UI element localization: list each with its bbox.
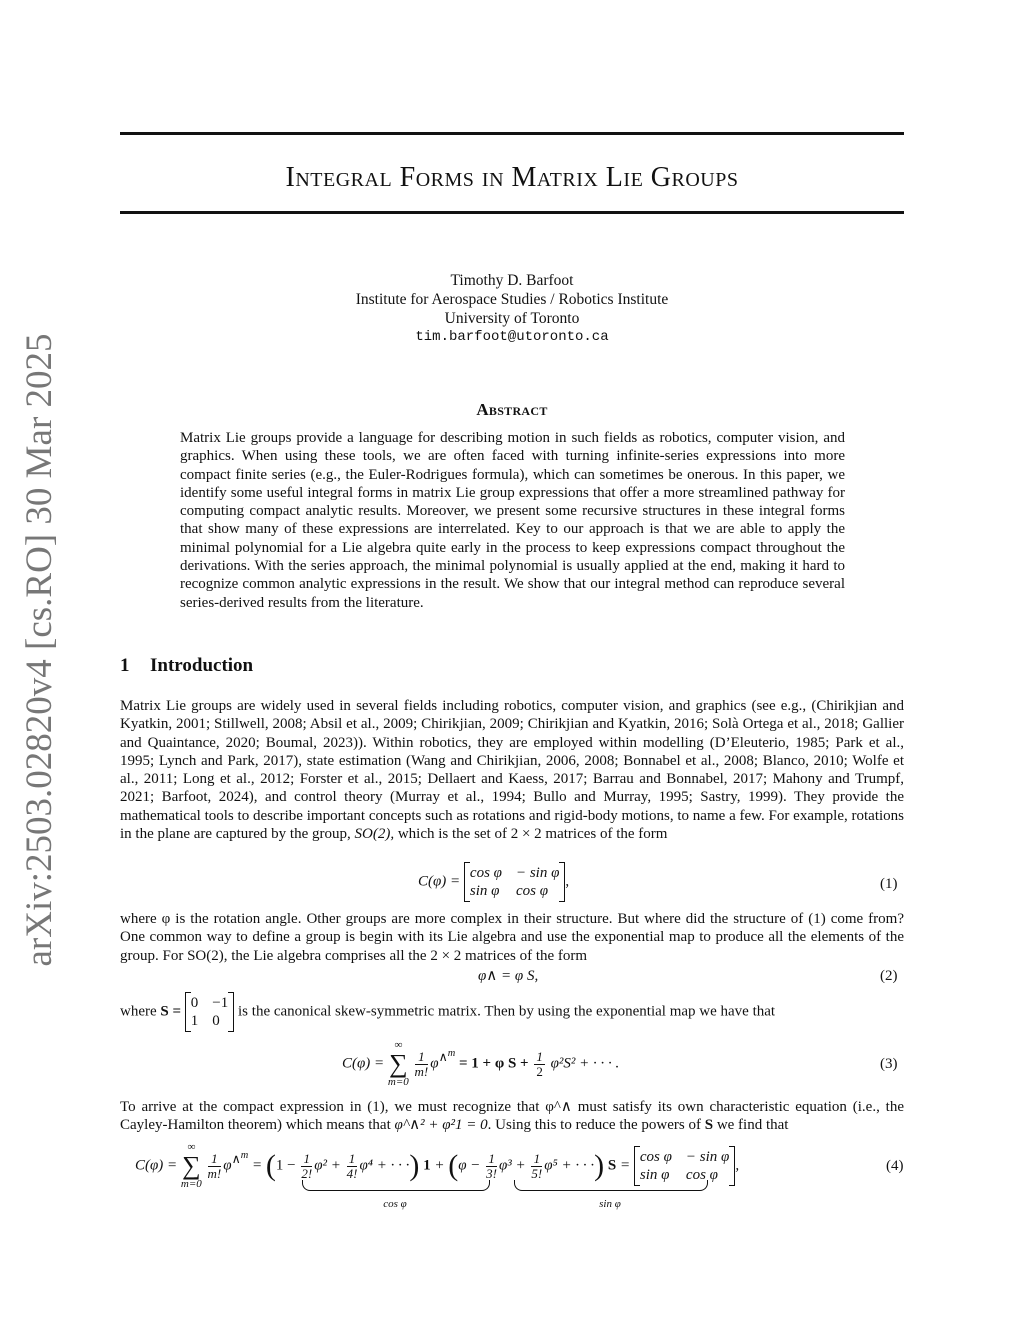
paper-title: Integral Forms in Matrix Lie Groups xyxy=(285,162,739,193)
intro-paragraph-3 xyxy=(120,994,904,1030)
s-m21: 1 xyxy=(190,1013,199,1029)
equation-1: C(φ) = cos φ − sin φ sin φ cos φ , xyxy=(418,865,570,899)
eq4-sum-sign: ∑ xyxy=(182,1151,201,1180)
eq3-tail: φ²S² + · · · . xyxy=(550,1055,620,1072)
equation-2: φ∧ = φ S, xyxy=(478,968,539,984)
s-matrix-lhs: S = xyxy=(160,1003,182,1020)
intro-paragraph-1-text: Matrix Lie groups are widely used in several fields including robotics, computer vision, and graphics (see e.g., (Chirikjian and Kyatkin, 2001; Stillwell, 2008; Absil et al., 2009; Chirikjian, 2009; Chirikjian and Kyatkin, 2016; Solà Ortega et al., 2018; Gallier and Quaintance, 2020; Boumal, 2023)). Within robotics, they are employed within modelling (D’Eleuterio, 1985; Park et al., 1995; Lynch and Park, 2017), state estimation (Wang and Chirikjian, 2006, 2008; Bonnabel et al., 2008; Blanco, 2010; Wolfe et al., 2011; Long et al., 2012; Forster et al., 2015; Dellaert and Kaess, 2017; Barrau and Bonnabel, 2017; Mahony and Trumpf, 2021; Barfoot, 2024), and control theory (Murray et al., 1994; Bullo and Murray, 1995; Sastry, 1999). They provide the mathematical tools to describe important concepts such as rotations and rigid-body motions, to name a few. For example, rotations in the plane are captured by the group, xyxy=(120,698,904,843)
intro-paragraph-2: where φ is the rotation angle. Other groups are more complex in their structure. But where did the structure of (1) come from? One common way to define a group is begin with its Lie algebra and use the exponential map to produce all the elements of the group. For SO(2), the Lie algebra comprises all the 2 × 2 matrices of the form xyxy=(120,911,904,964)
eq4-sum xyxy=(181,1142,202,1190)
eq3-frac: $\frac{1}{m!}$ xyxy=(414,1048,429,1079)
s-m22: 0 xyxy=(212,1013,220,1029)
eq4-sum-bottom: m=0 xyxy=(180,1178,202,1190)
title-top-rule xyxy=(120,132,904,135)
cos-underbrace xyxy=(302,1180,490,1191)
eq1-m11: cos φ xyxy=(469,865,502,881)
equation-1-number: (1) xyxy=(880,876,898,892)
s-m11: 0 xyxy=(190,995,199,1011)
para4-s: S xyxy=(704,1117,714,1134)
equation-2-number: (2) xyxy=(880,968,898,984)
author-name: Timothy D. Barfoot xyxy=(450,272,574,289)
section-heading xyxy=(120,655,253,677)
equation-4-number: (4) xyxy=(886,1158,904,1174)
eq3-sum-top: ∞ xyxy=(394,1039,403,1051)
skew-symmetric-matrix xyxy=(185,994,234,1030)
eq4-cos-series: 1 − xyxy=(275,1157,300,1174)
so2-group: SO(2), xyxy=(354,826,395,843)
cayley-hamilton-eq: φ^∧² + φ²1 = 0 xyxy=(394,1117,488,1134)
eq3-sum xyxy=(388,1040,409,1088)
author-email[interactable]: tim.barfoot@utoronto.ca xyxy=(415,329,609,345)
s-m12: −1 xyxy=(212,995,229,1011)
abstract-text: Matrix Lie groups provide a language for describing motion in such fields as robotics, computer vision, and graphics. When using these tools, we are often faced with turning infinite-series expressions into more compact finite series (e.g., the Euler-Rodrigues formula), which can sometimes be onerous. In this paper, we identify some useful integral forms in matrix Lie group expressions that offer a more streamlined pathway for computing compact analytic results. Moreover, we present some recursive structures in these integral forms that show many of these expressions are interrelated. Key to our approach is that we are able to apply the minimal polynomial for a Lie algebra quite early in the process to keep expressions compact throughout the derivations. With the series approach, the minimal polynomial is usually applied at the end, making it hard to recognize common analytic expressions in the result. We show that our integral method can reproduce several series-derived results from the literature. xyxy=(180,430,845,611)
eq3-sum-sign: ∑ xyxy=(389,1049,408,1078)
eq1-lhs: C(φ) = xyxy=(418,873,461,890)
para4-mid: . Using this to reduce the powers of xyxy=(487,1117,701,1134)
title-bottom-rule xyxy=(120,211,904,214)
para4-end: we find that xyxy=(716,1117,789,1134)
eq4-sum-top: ∞ xyxy=(187,1141,196,1153)
para4-start: To arrive at the compact expression in (1), we must recognize that φ^∧ must satisfy its own characteristic equation (i.e., the Cayley-Hamilton theorem) which means that xyxy=(120,1099,904,1134)
para3-start: where xyxy=(120,1003,157,1020)
sin-underbrace xyxy=(514,1180,708,1191)
eq3-sum-bottom: m=0 xyxy=(387,1076,409,1088)
section-number: 1 xyxy=(120,655,130,676)
eq4-sin-series: φ − xyxy=(458,1157,485,1174)
eq3-lhs: C(φ) = xyxy=(342,1055,385,1072)
eq1-m12: − sin φ xyxy=(515,865,560,881)
eq3-half: $\frac{1}{2}$ xyxy=(536,1048,543,1079)
author-affiliation-1: Institute for Aerospace Studies / Robotics Institute xyxy=(355,291,669,308)
section-title: Introduction xyxy=(150,655,254,676)
rotation-matrix xyxy=(464,864,565,900)
para3-end: is the canonical skew-symmetric matrix. Then by using the exponential map we have that xyxy=(238,1003,776,1020)
eq1-m21: sin φ xyxy=(469,883,500,899)
equation-3-number: (3) xyxy=(880,1056,898,1072)
abstract-heading: Abstract xyxy=(476,400,548,419)
intro-paragraph-1-end: which is the set of 2 × 2 matrices of the form xyxy=(397,826,668,843)
arxiv-sidebar-stamp: arXiv:2503.02820v4 [cs.RO] 30 Mar 2025 xyxy=(19,333,60,967)
cos-brace-label: cos φ xyxy=(383,1198,407,1210)
equation-4: C(φ) = ∞ ∑ m=0 $\frac{1}{m!}$ $\varphi^{\wedge^m} = (1$ − $\frac{1}{2!}$ φ² + $\frac{1}{4!}$ φ⁴ + · · ·) 1 + (φ − $\frac{1}{3!}$ φ³ + $\frac{1}{5!}$ φ⁵ + · · ·) S = cos φ − sin φ sin φ cos φ , xyxy=(135,1141,740,1190)
eq4-lhs: C(φ) = xyxy=(135,1157,178,1174)
sin-brace-label: sin φ xyxy=(599,1198,621,1210)
intro-paragraph-4 xyxy=(120,1098,904,1135)
intro-paragraph-1 xyxy=(120,697,904,843)
eq3-rhs: = 1 + φ S + xyxy=(459,1055,529,1072)
eq4-result-matrix: cos φ − sin φ sin φ cos φ xyxy=(634,1148,735,1184)
eq1-m22: cos φ xyxy=(515,883,549,899)
equation-3: C(φ) = ∞ ∑ m=0 $\frac{1}{m!}$ $\varphi^{\wedge^m} = 1 + \varphi$ S + $\frac{1}{2}$ φ²S² + · · · . xyxy=(342,1039,620,1088)
author-affiliation-2: University of Toronto xyxy=(444,310,580,327)
